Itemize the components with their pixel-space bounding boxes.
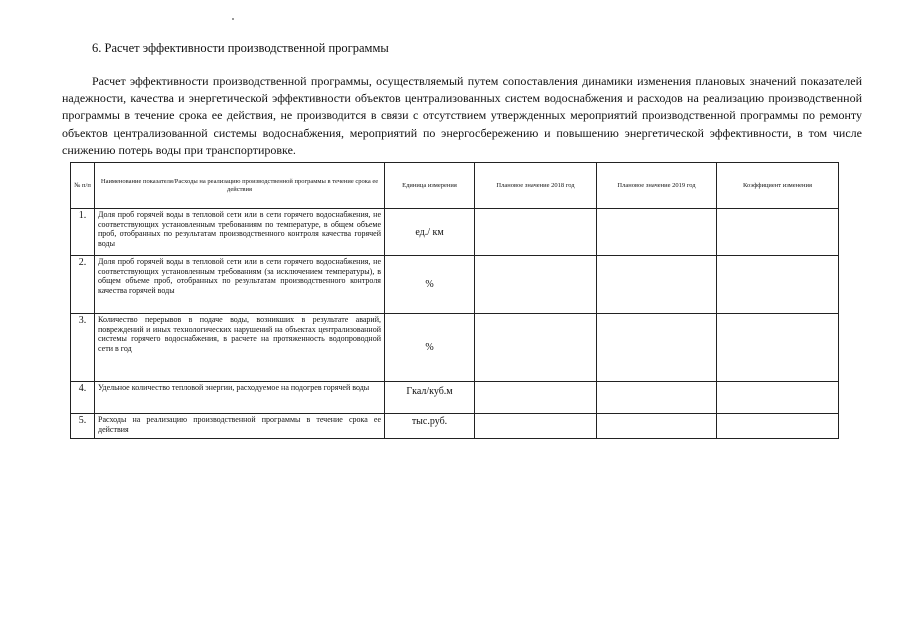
row-num: 2. xyxy=(71,256,95,314)
row-coefficient xyxy=(717,382,839,414)
efficiency-table xyxy=(70,162,839,439)
row-num: 5. xyxy=(71,414,95,439)
row-name: Расходы на реализацию производственной программы в течение срока ее действия xyxy=(95,414,385,439)
row-plan-2018 xyxy=(475,256,597,314)
row-plan-2019 xyxy=(597,256,717,314)
row-unit: ед./ км xyxy=(385,209,475,256)
row-name: Доля проб горячей воды в тепловой сети или в сети горячего водоснабжения, не соответствующих установленным требованиям по температуре, в общем объеме проб, отобранных по результатам производственного контроля качества горячей воды xyxy=(95,209,385,256)
row-plan-2019 xyxy=(597,209,717,256)
table-row xyxy=(71,209,839,256)
header-plan-2018: Плановое значение 2018 год xyxy=(475,163,597,209)
header-num: № п/п xyxy=(71,163,95,209)
section-heading: 6. Расчет эффективности производственной программы xyxy=(92,41,389,55)
row-plan-2019 xyxy=(597,382,717,414)
row-plan-2018 xyxy=(475,314,597,382)
row-unit: % xyxy=(385,314,475,382)
scan-speck xyxy=(232,18,234,20)
table-row xyxy=(71,382,839,414)
row-unit: % xyxy=(385,256,475,314)
row-plan-2018 xyxy=(475,209,597,256)
table-header-row xyxy=(71,163,839,209)
row-name: Количество перерывов в подаче воды, возникших в результате аварий, повреждений и иных технологических нарушений на объектах централизованной системы горячего водоснабжения, в расчете на протяженность водопроводной сети в год xyxy=(95,314,385,382)
row-unit: тыс.руб. xyxy=(385,414,475,439)
row-plan-2018 xyxy=(475,414,597,439)
row-coefficient xyxy=(717,209,839,256)
row-name: Доля проб горячей воды в тепловой сети или в сети горячего водоснабжения, не соответствующих установленным требованиям (за исключением температуры), в общем объеме проб, отобранных по результатам производственного контроля качества горячей воды xyxy=(95,256,385,314)
table-row xyxy=(71,314,839,382)
table-row xyxy=(71,256,839,314)
row-name: Удельное количество тепловой энергии, расходуемое на подогрев горячей воды xyxy=(95,382,385,414)
row-unit: Гкал/куб.м xyxy=(385,382,475,414)
row-plan-2018 xyxy=(475,382,597,414)
row-num: 1. xyxy=(71,209,95,256)
intro-paragraph: Расчет эффективности производственной программы, осуществляемый путем сопоставления динамики изменения плановых значений показателей надежности, качества и энергетической эффективности объектов централизованных систем водоснабжения и расходов на реализацию производственной программы в течение срока ее действия, не производится в связи с отсутствием утвержденных мероприятий производственной программы по ремонту объектов централизованной системы водоснабжения, мероприятий по энергосбережению и повышению энергетической эффективности, в том числе снижению потерь воды при транспортировке. xyxy=(62,74,862,157)
header-plan-2019: Плановое значение 2019 год xyxy=(597,163,717,209)
row-num: 3. xyxy=(71,314,95,382)
header-name: Наименование показателя/Расходы на реализацию производственной программы в течение срока ее действия xyxy=(95,163,385,209)
row-coefficient xyxy=(717,256,839,314)
row-num: 4. xyxy=(71,382,95,414)
header-coefficient: Коэффициент изменения xyxy=(717,163,839,209)
row-coefficient xyxy=(717,314,839,382)
row-coefficient xyxy=(717,414,839,439)
row-plan-2019 xyxy=(597,314,717,382)
table-row xyxy=(71,414,839,439)
row-plan-2019 xyxy=(597,414,717,439)
header-unit: Единица измерения xyxy=(385,163,475,209)
